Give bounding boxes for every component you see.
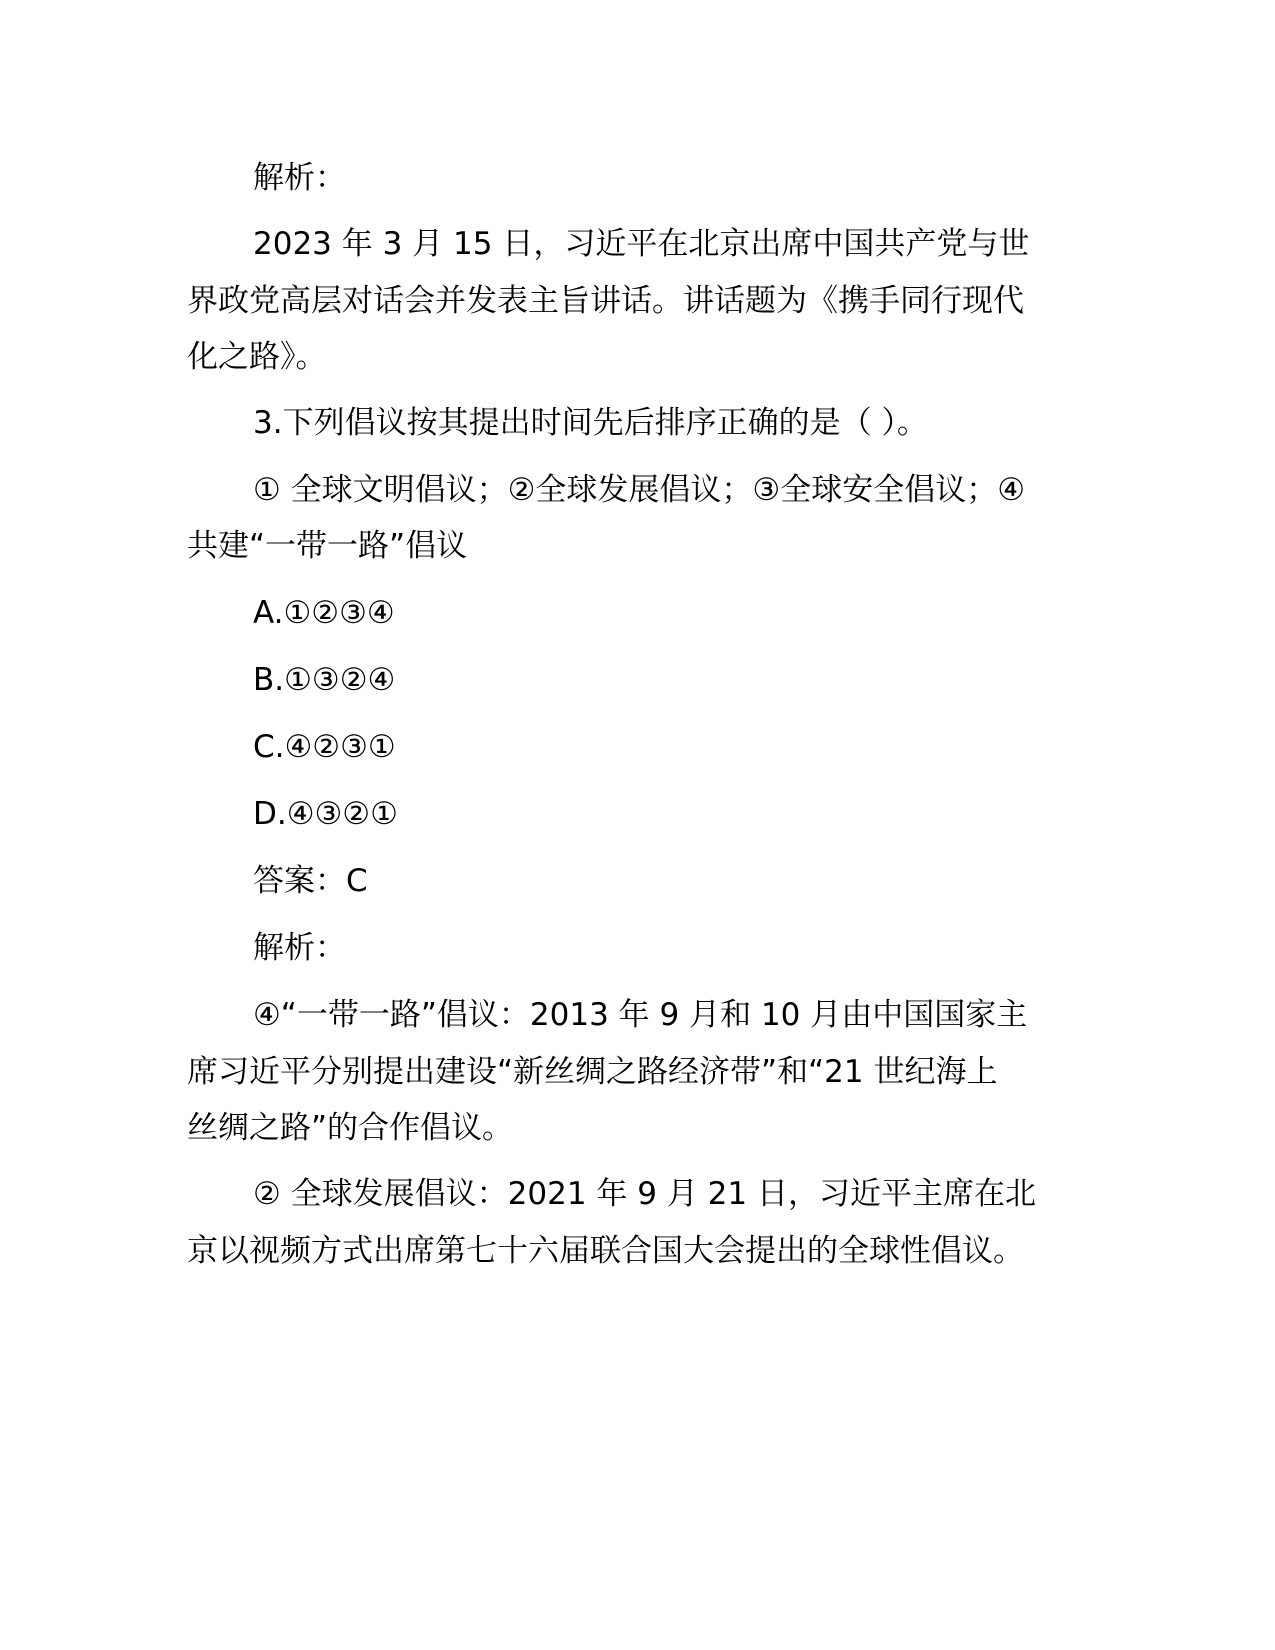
paragraph-line: 化之路》。 [187,339,327,375]
question-items-line: 共建“一带一路”倡议 [187,528,468,564]
option-b: B.①③②④ [253,662,396,698]
paragraph-line: ② 全球发展倡议：2021 年 9 月 21 日，习近平主席在北 [253,1176,1036,1212]
paragraph-line: 丝绸之路”的合作倡议。 [187,1110,514,1146]
analysis-label-1: 解析： [253,160,346,196]
paragraph-line: 京以视频方式出席第七十六届联合国大会提出的全球性倡议。 [187,1233,1024,1269]
paragraph-line: 席习近平分别提出建设“新丝绸之路经济带”和“21 世纪海上 [187,1054,998,1090]
paragraph-line: 界政党高层对话会并发表主旨讲话。讲话题为《携手同行现代 [187,283,1024,319]
answer-line: 答案：C [253,863,368,899]
question-items-line: ① 全球文明倡议；②全球发展倡议；③全球安全倡议；④ [253,472,1026,508]
option-a: A.①②③④ [253,595,395,631]
paragraph-line: ④“一带一路”倡议：2013 年 9 月和 10 月由中国国家主 [253,997,1028,1033]
analysis-label-2: 解析： [253,930,346,966]
paragraph-line: 2023 年 3 月 15 日，习近平在北京出席中国共产党与世 [253,226,1030,262]
question-stem: 3.下列倡议按其提出时间先后排序正确的是（ ）。 [253,405,928,441]
option-d: D.④③②① [253,796,398,832]
option-c: C.④②③① [253,729,396,765]
